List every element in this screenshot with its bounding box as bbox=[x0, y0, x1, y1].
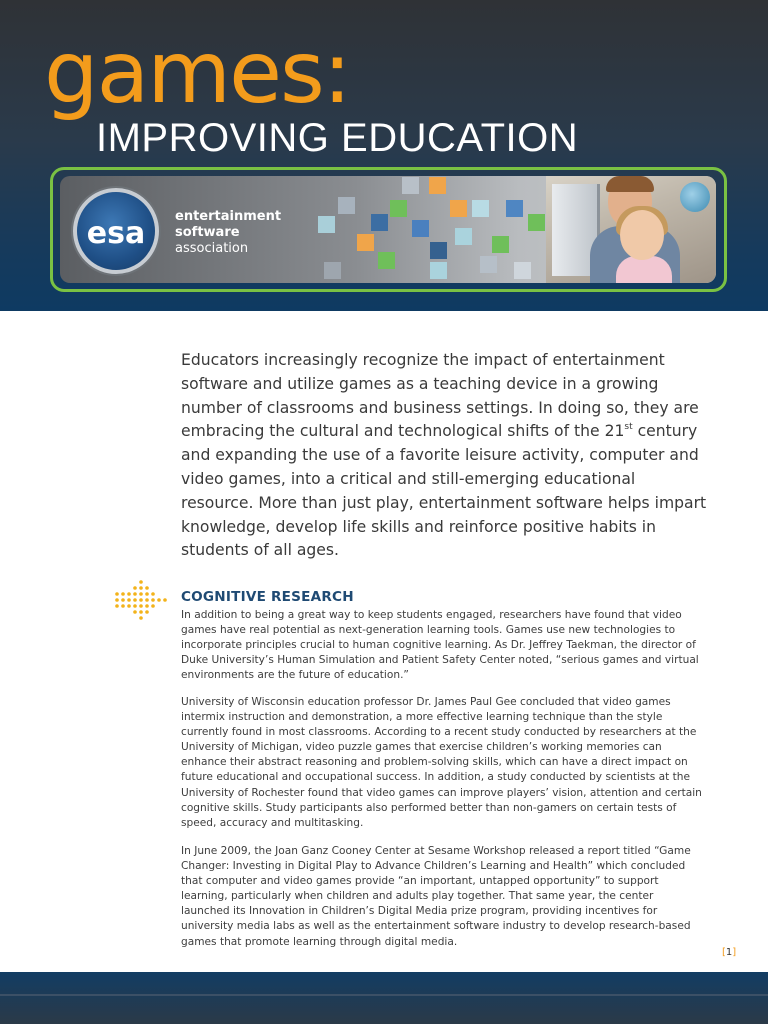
title-subtitle: IMPROVING EDUCATION bbox=[96, 116, 579, 160]
org-name-line1: entertainment bbox=[175, 209, 282, 224]
page-number-value: 1 bbox=[725, 947, 733, 958]
child-figure-head bbox=[620, 210, 664, 260]
intro-text-a: Educators increasingly recognize the impact of entertainment software and utilize games as a teaching device in a growing number of classrooms and business settings. In doing so, they are embracing the cultural and technological shifts of the 21 bbox=[181, 351, 699, 441]
globe-icon bbox=[680, 182, 710, 212]
page-bracket-open: [ bbox=[722, 947, 726, 958]
page-number bbox=[722, 947, 736, 958]
dots-arrow-icon bbox=[114, 578, 172, 622]
title-games: games: bbox=[44, 23, 350, 123]
header-banner bbox=[0, 0, 768, 311]
org-name-line2: software bbox=[175, 225, 240, 240]
adult-figure-hair bbox=[606, 176, 654, 192]
esa-logo-text: esa bbox=[86, 216, 146, 251]
section-heading: COGNITIVE RESEARCH bbox=[181, 589, 354, 605]
footer-band bbox=[0, 972, 768, 1024]
page-bracket-close: ] bbox=[732, 947, 737, 958]
paragraph-1: In addition to being a great way to keep students engaged, researchers have found that video games have real potential as next-generation learning tools. Games use new technologies to incorporate principles crucial to human cognitive learning. As Dr. Jeffrey Taekman, the director of Duke University’s Human Simulation and Patient Safety Center noted, “serious games and virtual environments are the future of education.” bbox=[181, 609, 699, 682]
intro-text-b: century and expanding the use of a favorite leisure activity, computer and video games, into a critical and still-emerging educational resource. More than just play, entertainment software helps impart knowledge, develop life skills and reinforce positive habits in students of all ages. bbox=[181, 422, 707, 560]
child-figure-body bbox=[616, 256, 672, 283]
org-name-line3: association bbox=[175, 241, 249, 256]
intro-superscript: st bbox=[624, 422, 633, 433]
paragraph-3: In June 2009, the Joan Ganz Cooney Center at Sesame Workshop released a report titled “Game Changer: Investing in Digital Play to Advance Children’s Learning and Health” which concluded that computer and video games provide “an important, untapped opportunity” to support learning, particularly when children and adults play together. That same year, the center launched its Innovation in Children’s Digital Media prize program, providing incentives for university media labs as well as the entertainment software industry to develop research-based games that promote learning through digital media. bbox=[181, 845, 691, 948]
esa-logo bbox=[73, 188, 159, 274]
paragraph-2: University of Wisconsin education professor Dr. James Paul Gee concluded that video games intermix instruction and demonstration, a more effective learning technique than the style currently found in most classrooms. According to a recent study conducted by researchers at the University of Michigan, video puzzle games that exercise children’s working memories can enhance their abstract reasoning and problem-solving skills, which can have a direct impact on future educational and occupational success. In addition, a study conducted by scientists at the University of Rochester found that video games can improve players’ vision, attention and certain cognitive skills. Study participants also performed better than non-gamers on certain tests of speed, accuracy and multitasking. bbox=[181, 696, 702, 829]
esa-banner bbox=[60, 176, 716, 283]
intro-paragraph bbox=[181, 349, 711, 563]
org-name bbox=[175, 209, 281, 257]
footer-divider bbox=[0, 994, 768, 996]
